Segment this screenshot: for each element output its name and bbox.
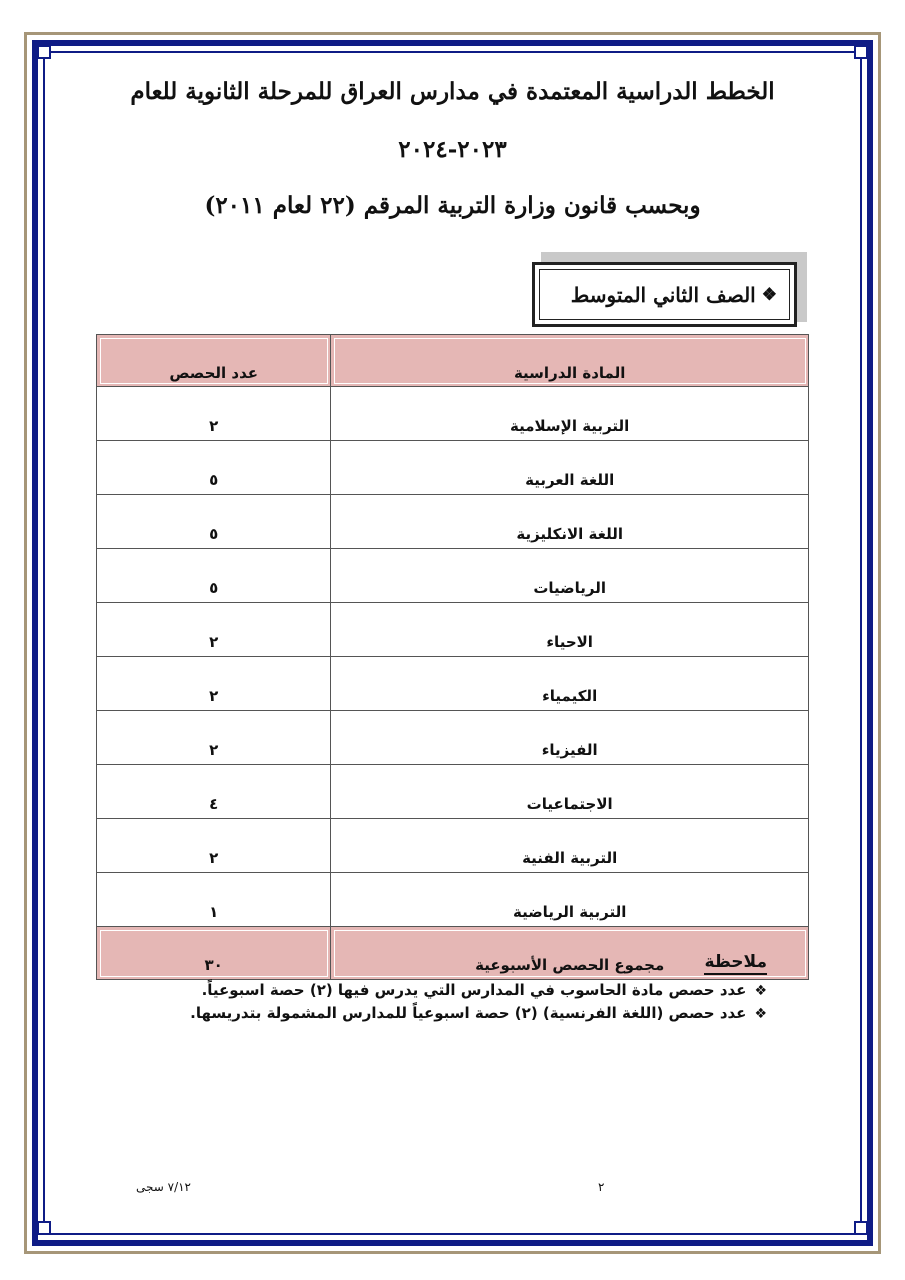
subject-cell: التربية الفنية (331, 819, 809, 873)
count-cell: ٢ (97, 387, 331, 441)
notes-section (147, 952, 767, 1025)
count-cell: ٥ (97, 549, 331, 603)
diamond-bullet-icon: ❖ (761, 284, 777, 305)
note-text: عدد حصص مادة الحاسوب في المدارس التي يدرس فيها (٢) حصة اسبوعياً. (201, 981, 747, 999)
subject-cell: الاحياء (331, 603, 809, 657)
grade-label: الصف الثاني المتوسط (570, 282, 756, 307)
law-reference: وبحسب قانون وزارة التربية المرقم (٢٢ لعام ٢٠١١) (204, 192, 701, 219)
subject-cell: اللغة العربية (331, 441, 809, 495)
subject-cell: الاجتماعيات (331, 765, 809, 819)
table-row (97, 657, 809, 711)
table-row (97, 387, 809, 441)
diamond-bullet-icon: ❖ (754, 1006, 767, 1022)
total-count: ٣٠ (97, 927, 331, 980)
subject-cell: اللغة الانكليزية (331, 495, 809, 549)
subject-cell: الكيمياء (331, 657, 809, 711)
count-cell: ٢ (97, 819, 331, 873)
academic-year: ٢٠٢٣-٢٠٢٤ (398, 136, 507, 163)
diamond-bullet-icon: ❖ (754, 983, 767, 999)
count-cell: ٢ (97, 711, 331, 765)
note-item (147, 979, 767, 1002)
table-row (97, 495, 809, 549)
footer-date-note: ٧/١٢ سجى (136, 1180, 192, 1194)
grade-heading-box (532, 262, 797, 327)
page-number: ٢ (598, 1180, 605, 1194)
document-title: الخطط الدراسية المعتمدة في مدارس العراق للمرحلة الثانوية للعام (130, 78, 775, 105)
table-row (97, 819, 809, 873)
subject-cell: الرياضيات (331, 549, 809, 603)
note-text: عدد حصص (اللغة الفرنسية) (٢) حصة اسبوعياً للمدارس المشمولة بتدريسها. (190, 1004, 747, 1022)
study-plan-table (96, 334, 809, 980)
total-label: مجموع الحصص الأسبوعية (331, 927, 809, 980)
table-row (97, 603, 809, 657)
table-row (97, 441, 809, 495)
header-count: عدد الحصص (97, 335, 331, 387)
count-cell: ٤ (97, 765, 331, 819)
note-item (147, 1002, 767, 1025)
table-row (97, 711, 809, 765)
count-cell: ٥ (97, 441, 331, 495)
notes-title: ملاحظة (704, 952, 767, 975)
table-row (97, 873, 809, 927)
header-subject: المادة الدراسية (331, 335, 809, 387)
table-header-row (97, 335, 809, 387)
count-cell: ٢ (97, 657, 331, 711)
table-row (97, 549, 809, 603)
subject-cell: التربية الإسلامية (331, 387, 809, 441)
subject-cell: الفيزياء (331, 711, 809, 765)
count-cell: ٢ (97, 603, 331, 657)
count-cell: ١ (97, 873, 331, 927)
table-row (97, 765, 809, 819)
count-cell: ٥ (97, 495, 331, 549)
subject-cell: التربية الرياضية (331, 873, 809, 927)
